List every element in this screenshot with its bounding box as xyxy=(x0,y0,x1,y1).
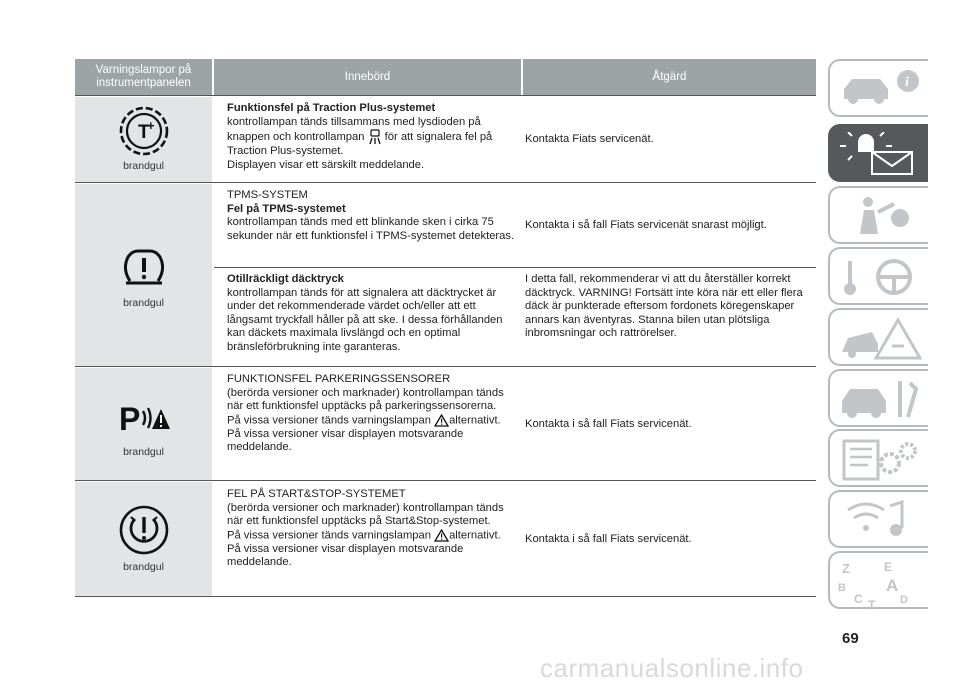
header-col3-text: Åtgärd xyxy=(652,70,687,83)
tpms-warning-icon xyxy=(118,243,170,295)
lamp-color-label: brandgul xyxy=(123,446,164,458)
tab-maintenance[interactable] xyxy=(828,369,928,427)
tab-warning-lights[interactable] xyxy=(828,124,928,182)
start-stop-warning-icon xyxy=(117,503,171,557)
traction-plus-description xyxy=(227,102,517,172)
tab-index[interactable] xyxy=(828,551,928,609)
warning-triangle-icon xyxy=(434,414,449,427)
row-divider xyxy=(75,480,816,481)
fault-body: kontrollampan tänds för att signalera att däcktrycket är under det rekommenderade värdet och/eller att ett långsamt tryckfall håller på att ske. I dessa förhållanden kan däckets maximala livslängd och en optimal bränsleförbrukning inte garanteras. xyxy=(227,286,503,353)
index-letter: B xyxy=(838,582,846,594)
low-tyre-pressure-description xyxy=(227,273,517,355)
section-title: FUNKTIONSFEL PARKERINGSSENSORER xyxy=(227,373,451,385)
tab-technical-data[interactable] xyxy=(828,429,928,487)
tab-emergency[interactable] xyxy=(828,308,928,366)
row-divider xyxy=(75,596,816,597)
header-warning-lamps xyxy=(75,59,212,95)
svg-text:i: i xyxy=(905,75,909,90)
accident-triangle-icon xyxy=(838,316,922,360)
fault-body-text: På vissa versioner tänds varningslampan xyxy=(227,529,431,542)
watermark-text: carmanualsonline.info xyxy=(540,653,804,683)
fault-body-text: På vissa versioner tänds varningslampan xyxy=(227,414,431,427)
lamp-color-label: brandgul xyxy=(123,297,164,309)
start-stop-action: Kontakta i så fall Fiats servicenät. xyxy=(525,533,692,545)
fault-body-text: kontrollampan tänds tillsammans med lysdioden på knappen och kontrollampan xyxy=(227,115,481,144)
index-letter: C xyxy=(854,592,863,606)
header-col1-text: Varningslampor på instrumentpanelen xyxy=(95,64,192,89)
fault-body: kontrollampan tänds med ett blinkande sken i cirka 75 sekunder när ett funktionsfel i TPMS-systemet detekteras. xyxy=(227,216,515,242)
svg-text:+: + xyxy=(147,118,155,133)
tab-vehicle-info[interactable] xyxy=(828,59,928,117)
traction-plus-action: Kontakta Fiats servicenät. xyxy=(525,133,654,145)
index-letter: Z xyxy=(842,561,850,576)
traction-control-small-icon xyxy=(368,129,382,145)
index-letter: D xyxy=(900,594,908,606)
seatbelt-airbag-icon xyxy=(838,194,922,238)
parking-sensor-warning-icon xyxy=(117,397,171,439)
low-tyre-pressure-action: I detta fall, rekommenderar vi att du återställer korrekt däcktryck. VARNING! Fortsätt inte köra när ett eller flera däck är punkterade eftersom fordonets köregenskaper annars kan äventyras. Stanna bilen utan plötsliga inbromsningar och rattrörelser. xyxy=(525,273,803,340)
index-letter: A xyxy=(886,576,899,595)
fault-body: På vissa versioner visar displayen motsvarande meddelande. xyxy=(227,427,464,454)
fault-title: Funktionsfel på Traction Plus-systemet xyxy=(227,102,436,114)
svg-text:P: P xyxy=(119,401,141,437)
fault-body: På vissa versioner visar displayen motsvarande meddelande. xyxy=(227,542,464,569)
fault-body-text: för att signalera fel på Traction Plus-systemet. xyxy=(227,131,493,158)
car-info-icon xyxy=(838,67,922,111)
fault-body: (berörda versioner och marknader) kontrollampan tänds när ett funktionsfel upptäcks på parkeringssensorerna. xyxy=(227,386,504,413)
parking-sensor-description xyxy=(227,373,517,455)
fault-body xyxy=(227,529,517,543)
section-title: TPMS-SYSTEM xyxy=(227,189,308,201)
tab-driving[interactable] xyxy=(828,247,928,305)
warning-triangle-icon xyxy=(434,529,449,542)
lamp-color-label: brandgul xyxy=(123,561,164,573)
spec-sheet-gears-icon xyxy=(838,437,922,481)
tpms-fault-description xyxy=(227,189,517,243)
fault-body: Displayen visar ett särskilt meddelande. xyxy=(227,158,425,171)
header-meaning xyxy=(214,59,521,95)
row-divider xyxy=(75,366,816,367)
section-title: FEL PÅ START&STOP-SYSTEMET xyxy=(227,488,406,500)
tpms-fault-action: Kontakta i så fall Fiats servicenät snarast möjligt. xyxy=(525,219,767,231)
row-divider xyxy=(214,267,816,268)
fault-body xyxy=(227,414,517,428)
fault-body-text: alternativt. xyxy=(449,529,501,542)
header-col2-text: Innebörd xyxy=(344,70,391,83)
car-tools-icon xyxy=(838,377,922,421)
fault-body-text: alternativt. xyxy=(449,414,501,427)
row-divider xyxy=(75,182,816,183)
fault-body: (berörda versioner och marknader) kontrollampan tänds när ett funktionsfel upptäcks på Start&Stop-systemet. xyxy=(227,501,504,528)
fault-title: Fel på TPMS-systemet xyxy=(227,202,346,215)
multimedia-music-icon xyxy=(838,498,922,542)
alphabetical-index-icon xyxy=(838,559,922,611)
index-letter: E xyxy=(884,560,893,574)
start-stop-description xyxy=(227,488,517,570)
warning-light-message-icon xyxy=(838,132,922,176)
svg-text:T: T xyxy=(138,122,150,143)
parking-sensor-action: Kontakta i så fall Fiats servicenät. xyxy=(525,418,692,430)
index-letter: T xyxy=(868,598,876,611)
traction-plus-warning-icon xyxy=(117,104,171,158)
fault-title: Otillräckligt däcktryck xyxy=(227,273,344,285)
tab-multimedia[interactable] xyxy=(828,490,928,548)
key-steering-wheel-icon xyxy=(838,255,922,299)
row-divider xyxy=(75,95,816,96)
tab-safety[interactable] xyxy=(828,186,928,244)
header-action xyxy=(523,59,816,95)
page-number: 69 xyxy=(842,630,859,647)
lamp-color-label: brandgul xyxy=(123,160,164,172)
fault-body xyxy=(227,116,517,159)
